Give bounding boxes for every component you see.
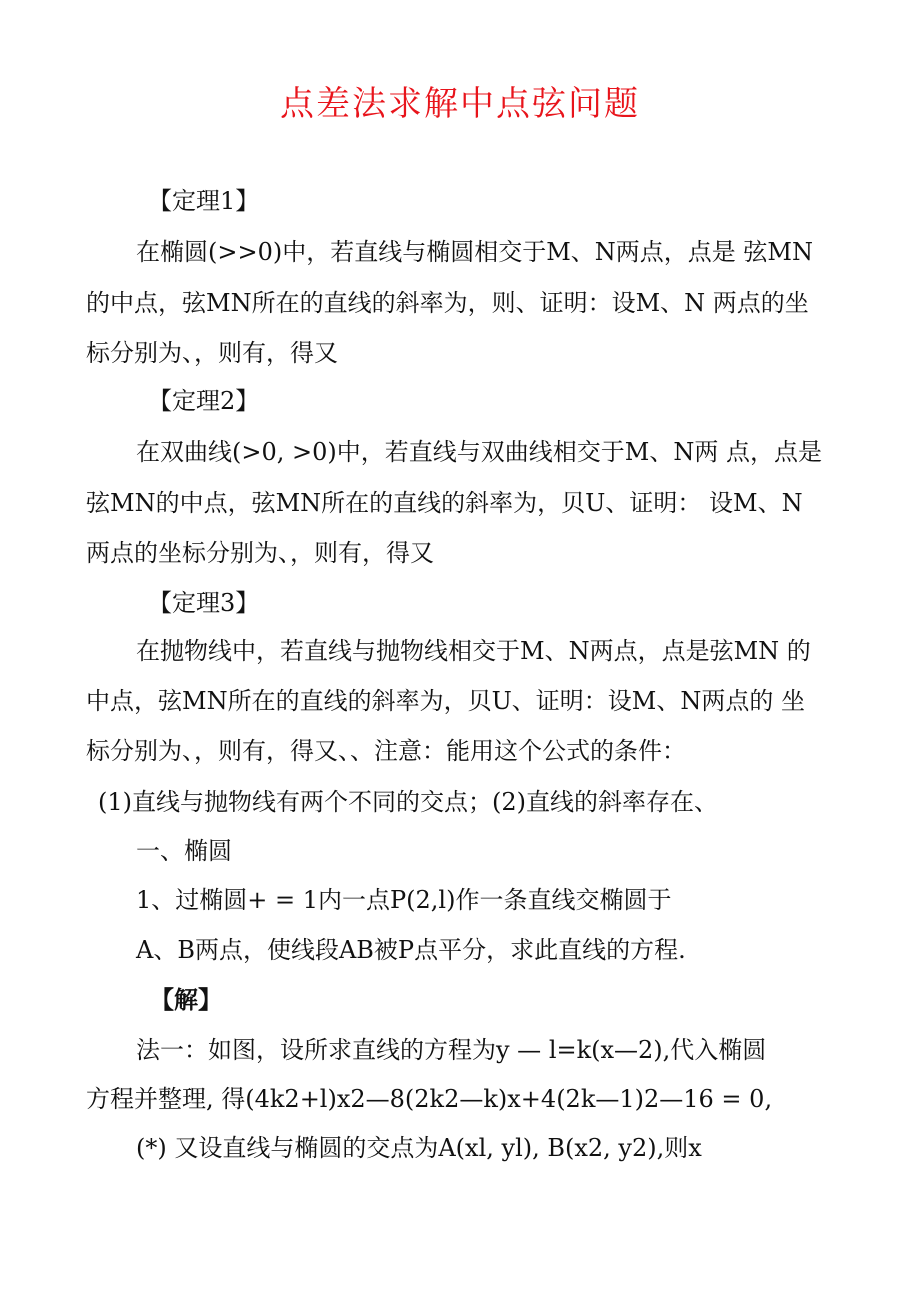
theorem-2-heading: 【定理2】 [148,387,260,415]
solution-line-3: (*) 又设直线与椭圆的交点为A(xl, yl), B(x2, y2),则x [136,1134,702,1162]
solution-line-2: 方程并整理, 得(4k2+l)x2—8(2k2—k)x+4(2k—1)2—16 = 0, [86,1085,773,1113]
section-ellipse-heading: 一、椭圆 [136,837,232,865]
theorem-2-line-3: 两点的坐标分别为、，则有，得又 [86,539,434,567]
theorem-1-line-2: 的中点，弦MN所在的直线的斜率为，则、证明：设M、N 两点的坐 [86,289,809,317]
theorem-3-heading: 【定理3】 [148,589,260,617]
theorem-3-line-1: 在抛物线中，若直线与抛物线相交于M、N两点，点是弦MN 的 [136,637,811,665]
solution-heading: 【解】 [150,985,222,1014]
theorem-1-heading: 【定理1】 [148,187,260,215]
problem-1-line-2: A、B两点，使线段AB被P点平分，求此直线的方程. [136,936,686,964]
problem-1-line-1: 1、过椭圆+ = 1内一点P(2,l)作一条直线交椭圆于 [136,886,672,914]
theorem-2-line-1: 在双曲线(>0, >0)中，若直线与双曲线相交于M、N两 点，点是 [136,438,822,466]
theorem-2-line-2: 弦MN的中点，弦MN所在的直线的斜率为，贝U、证明： 设M、N [86,489,803,517]
theorem-3-line-3: 标分别为、，则有，得又、、注意：能用这个公式的条件： [86,737,686,765]
theorem-1-line-3: 标分别为、，则有，得又 [86,339,338,367]
conditions-line: (1)直线与抛物线有两个不同的交点；(2)直线的斜率存在、 [98,788,718,816]
theorem-1-line-1: 在椭圆(>>0)中，若直线与椭圆相交于M、N两点，点是 弦MN [136,238,813,266]
document-title: 点差法求解中点弦问题 [280,84,640,124]
solution-line-1: 法一：如图，设所求直线的方程为y — l=k(x—2),代入椭圆 [136,1036,767,1064]
theorem-3-line-2: 中点，弦MN所在的直线的斜率为，贝U、证明：设M、N两点的 坐 [86,687,806,715]
